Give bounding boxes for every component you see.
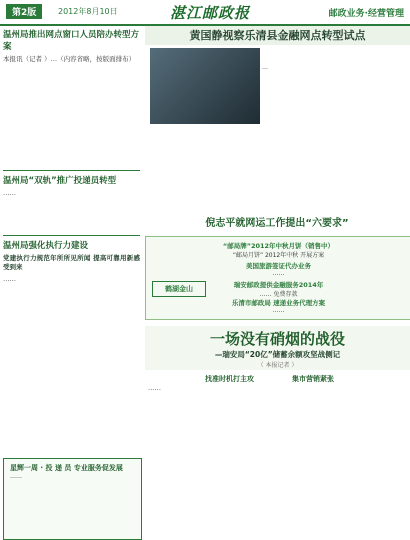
ad-line-2: “邮局月饼” 2012年中秋 开展方案 — [232, 252, 325, 259]
divider-1 — [3, 170, 140, 171]
feature-subhead-1: 找准时机打主攻 — [205, 375, 254, 383]
ad-line-8: …… — [272, 307, 285, 314]
issue-date: 2012年8月10日 — [58, 7, 118, 16]
article-3-subtitle: 党建执行力规范年所所见所闻 提高可靠用新感受到来 — [3, 254, 140, 271]
feature-paragraph: …… — [148, 384, 161, 392]
ad-box — [145, 236, 410, 320]
article-1 — [3, 28, 140, 64]
article-4-title: 倪志平就网运工作提出“六要求” — [205, 218, 349, 229]
article-1-body: 本报讯（记者 ）…（内容省略，按版面排布） — [3, 55, 136, 63]
page-header — [0, 0, 410, 26]
article-2-title: 温州局“双轨”推广投递员转型 — [3, 176, 117, 186]
ad-line-5: 瑞安邮政提供金融服务2014年 — [233, 281, 324, 289]
feature-body — [148, 384, 406, 393]
sidebar-box — [3, 458, 142, 540]
article-3-body: …… — [3, 275, 16, 283]
newspaper-title: 湛江邮政报 — [170, 4, 251, 22]
feature-author: （ 本报记者 ） — [257, 362, 298, 369]
divider-2 — [3, 235, 140, 236]
ad-line-1: “邮局牌”2012年中秋月饼（销售中） — [222, 242, 335, 250]
news-photo — [150, 48, 260, 124]
ad-logo — [152, 281, 206, 297]
article-2 — [3, 174, 140, 198]
article-1-title: 温州局推出网点窗口人员陪办转型方案 — [3, 30, 140, 52]
ad-line-4: …… — [272, 270, 285, 277]
section-name: 邮政业务·经营管理 — [328, 9, 404, 19]
sidebar-box-body: …… — [10, 473, 22, 480]
feature-subtitle: —瑞安局“20亿”储蓄余额攻坚战侧记 — [214, 350, 341, 359]
page-number-badge: 第2版 — [6, 4, 42, 19]
feature-title: 一场没有硝烟的战役 — [209, 330, 345, 348]
photo-caption: … — [262, 64, 268, 71]
ad-line-7: 乐清市邮政局 速递业务代理方案 — [231, 299, 326, 307]
article-2-body: …… — [3, 189, 16, 197]
feature-subhead-2: 集市营销紧张 — [292, 375, 334, 383]
ad-line-3: 美国旅游签证代办业务 — [246, 262, 311, 270]
top-article-title: 黄国静视察乐清县金融网点转型试点 — [189, 29, 366, 42]
article-3-title: 温州局强化执行力建设 — [3, 241, 89, 251]
sidebar-box-title: 星辉一周 · 投 递 员 专业服务促发展 — [10, 464, 123, 472]
article-3 — [3, 239, 140, 284]
feature-header — [145, 326, 410, 370]
ad-logo-text: 鹤湖金山 — [165, 285, 193, 293]
ad-line-6: …… 免费存款 — [259, 291, 298, 298]
